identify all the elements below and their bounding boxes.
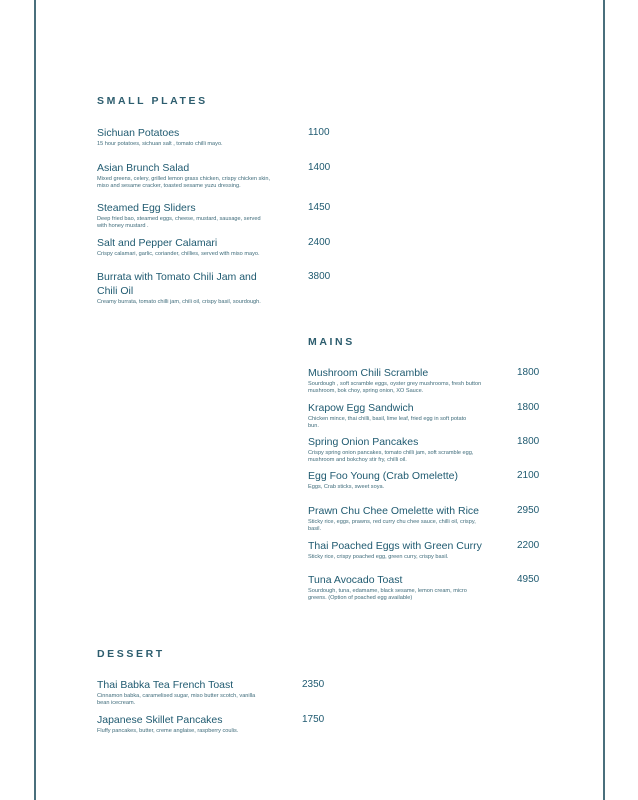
item-price: 1100 — [308, 127, 330, 138]
item-price: 3800 — [308, 271, 331, 282]
menu-item — [308, 435, 493, 463]
item-price: 2950 — [517, 505, 540, 516]
item-name: Tuna Avocado Toast — [308, 574, 403, 586]
item-description: Crispy calamari, garlic, coriander, chillies, served with miso mayo. — [97, 251, 260, 257]
item-price: 2350 — [302, 679, 325, 690]
menu-item — [97, 236, 272, 258]
item-description: Cinnamon babka, caramelised sugar, miso butter scotch, vanilla bean icecream. — [97, 693, 256, 706]
menu-item — [308, 504, 503, 532]
menu-item — [97, 270, 261, 306]
item-name: Sichuan Potatoes — [97, 127, 180, 139]
menu-item — [97, 126, 272, 148]
item-price: 4950 — [517, 574, 540, 585]
menu-item — [97, 678, 262, 706]
item-name: Asian Brunch Salad — [97, 162, 190, 174]
item-name: Spring Onion Pancakes — [308, 436, 419, 448]
item-price: 1800 — [517, 402, 540, 413]
mains-heading: MAINS — [308, 336, 355, 348]
item-price: 1400 — [308, 162, 331, 173]
item-price: 2100 — [517, 470, 540, 481]
dessert-heading: DESSERT — [97, 648, 165, 660]
menu-item — [97, 161, 272, 189]
item-name: Thai Babka Tea French Toast — [97, 679, 234, 691]
left-border-line — [34, 0, 36, 800]
item-description: 15 hour potatoes, sichuan salt , tomato chilli mayo. — [97, 141, 223, 147]
item-price: 1800 — [517, 436, 540, 447]
item-name: Salt and Pepper Calamari — [97, 237, 218, 249]
menu-item — [308, 366, 493, 394]
menu-item — [308, 469, 493, 491]
item-price: 1450 — [308, 202, 331, 213]
item-description: Creamy burrata, tomato chilli jam, chili oil, crispy basil, sourdough. — [97, 299, 261, 305]
item-description: Crispy spring onion pancakes, tomato chilli jam, soft scramble egg, mushroom and bokchoy stir fry, chilli oil. — [308, 450, 474, 463]
item-name: Krapow Egg Sandwich — [308, 402, 414, 414]
item-description: Deep fried bao, steamed eggs, cheese, mustard, sausage, served with honey mustard . — [97, 216, 261, 229]
menu-item — [308, 573, 493, 601]
item-description: Eggs, Crab sticks, sweet soya. — [308, 484, 385, 490]
small-plates-heading: SMALL PLATES — [97, 95, 208, 107]
item-name: Japanese Skillet Pancakes — [97, 714, 223, 726]
item-price: 1750 — [302, 714, 325, 725]
item-description: Mixed greens, celery, grilled lemon grass chicken, crispy chicken skin, miso and sesame cracker, toasted sesame yuzu dressing. — [97, 176, 271, 189]
right-border-line — [603, 0, 605, 800]
item-price: 2400 — [308, 237, 331, 248]
item-name: Burrata with Tomato Chili Jam and Chili Oil — [97, 271, 257, 297]
item-name: Thai Poached Eggs with Green Curry — [308, 540, 482, 552]
item-name: Prawn Chu Chee Omelette with Rice — [308, 505, 479, 517]
item-description: Sticky rice, eggs, prawns, red curry chu chee sauce, chilli oil, crispy, basil. — [308, 519, 476, 532]
item-description: Sticky rice, crispy poached egg, green curry, crispy basil. — [308, 554, 449, 560]
item-name: Steamed Egg Sliders — [97, 202, 196, 214]
menu-item — [308, 539, 503, 561]
item-description: Chicken mince, thai chilli, basil, lime leaf, fried egg in soft potato bun. — [308, 416, 467, 429]
menu-item — [97, 201, 272, 229]
item-description: Sourdough , soft scramble eggs, oyster grey mushrooms, fresh button mushroom, bok choy, spring onion, XO Sauce. — [308, 381, 482, 394]
item-description: Fluffy pancakes, butter, creme anglaise, raspberry coulis. — [97, 728, 239, 734]
item-price: 1800 — [517, 367, 540, 378]
menu-item — [308, 401, 493, 429]
menu-item — [97, 713, 262, 735]
item-name: Mushroom Chili Scramble — [308, 367, 429, 379]
item-name: Egg Foo Young (Crab Omelette) — [308, 470, 459, 482]
item-price: 2200 — [517, 540, 540, 551]
item-description: Sourdough, tuna, edamame, black sesame, lemon cream, micro greens. (Option of poached egg available) — [308, 588, 467, 601]
